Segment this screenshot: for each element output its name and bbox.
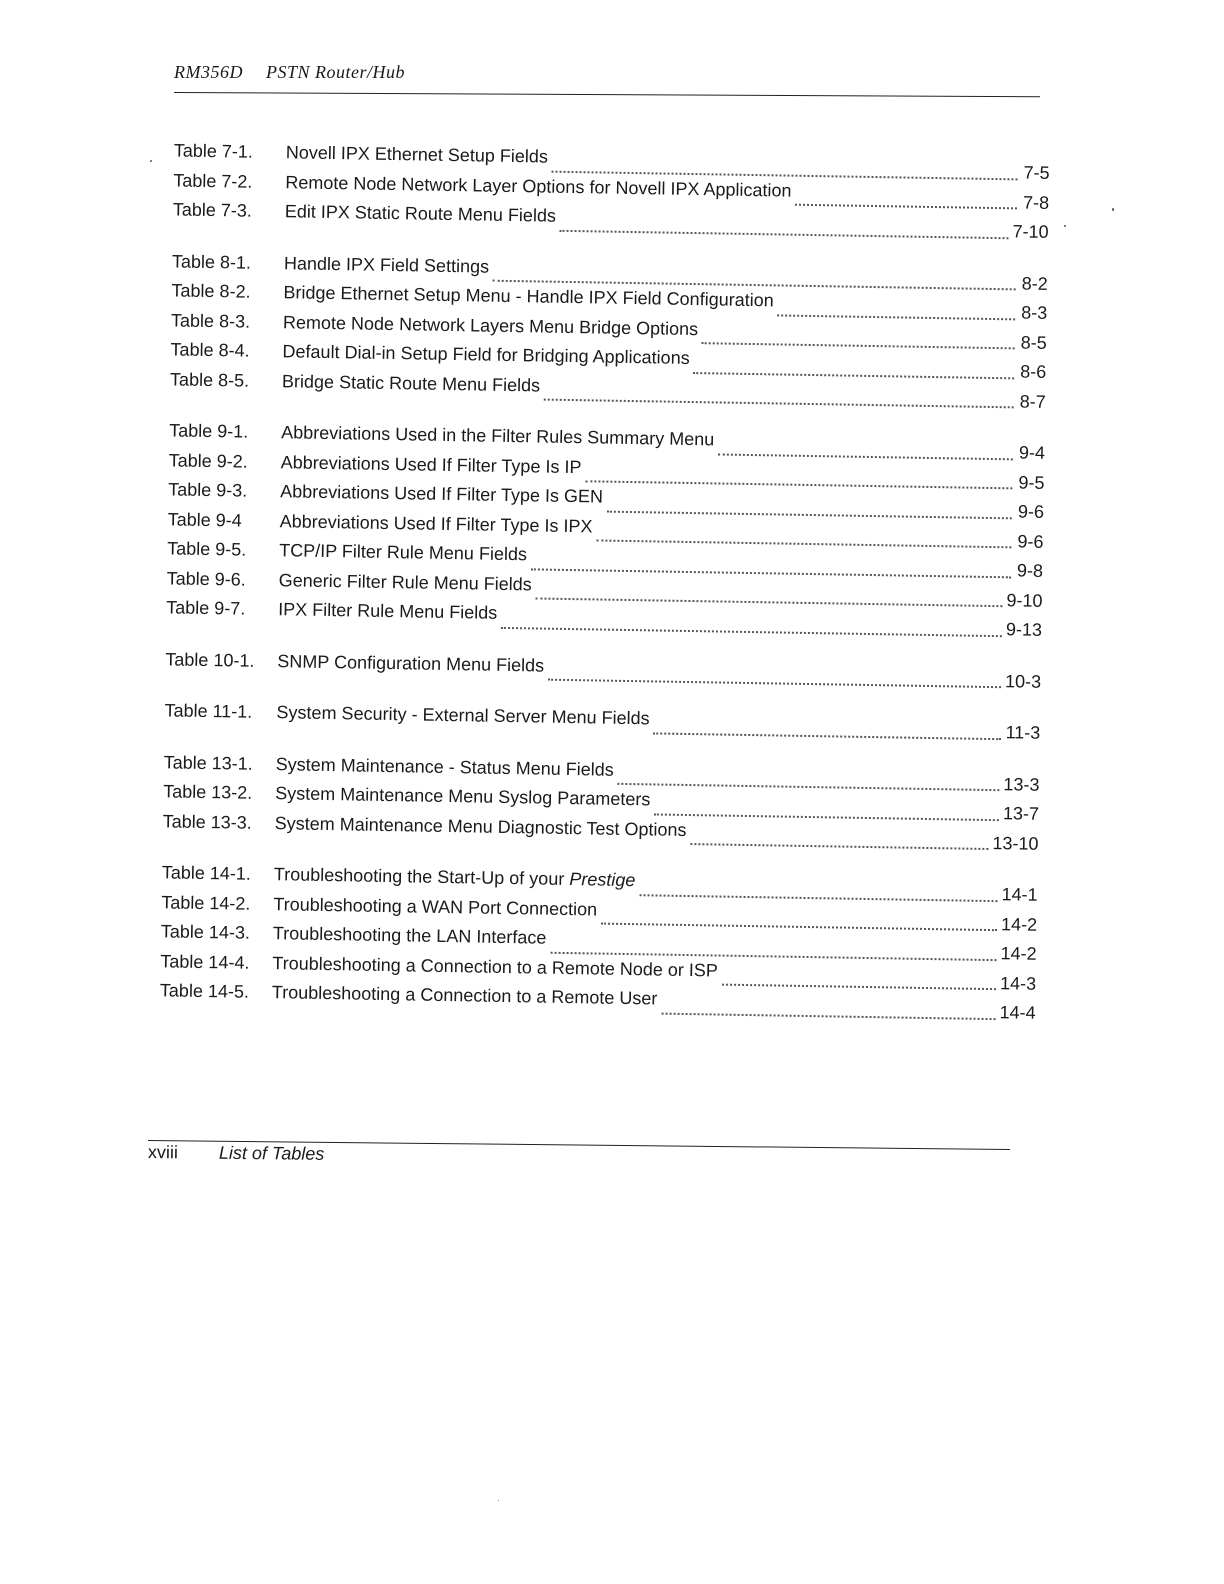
table-number: Table 8-5. <box>169 368 250 391</box>
table-title-text: TCP/IP Filter Rule Menu Fields <box>279 540 528 565</box>
page-number: 7-10 <box>1012 221 1049 242</box>
dot-leader <box>777 300 1015 320</box>
toc-entry[interactable] <box>141 648 1041 692</box>
table-title-text: System Maintenance Menu Syslog Parameters <box>275 783 651 810</box>
list-of-tables <box>135 140 1050 1046</box>
table-title <box>277 651 544 676</box>
page-number: 14-3 <box>999 972 1037 994</box>
header-product: PSTN Router/Hub <box>266 62 406 82</box>
table-number: Table 14-3. <box>160 921 251 943</box>
table-number: Table 10-1. <box>165 648 255 671</box>
page-number: 8-6 <box>1020 361 1047 382</box>
toc-group <box>138 751 1039 854</box>
table-number: Table 7-3. <box>172 199 253 221</box>
table-title-text: System Maintenance Menu Diagnostic Test Options <box>274 812 687 840</box>
page-number: 8-3 <box>1021 302 1048 323</box>
table-title-text: Abbreviations Used If Filter Type Is IP <box>280 451 582 477</box>
table-number: Table 8-2. <box>171 280 251 302</box>
table-title-text: SNMP Configuration Menu Fields <box>277 650 545 676</box>
page-number: 9-4 <box>1018 442 1046 463</box>
table-title-text: System Security - External Server Menu Fields <box>276 702 650 729</box>
page-number: 13-3 <box>1003 773 1040 795</box>
page-number: 14-4 <box>999 1002 1036 1023</box>
table-number: Table 14-4. <box>160 950 250 973</box>
dot-leader <box>501 613 1002 637</box>
dot-leader <box>661 998 996 1020</box>
dot-leader <box>722 970 997 991</box>
table-title-text: Generic Filter Rule Menu Fields <box>278 569 532 594</box>
table-number: Table 8-1. <box>171 250 252 273</box>
dot-leader <box>607 496 1012 519</box>
page-number: 7-5 <box>1023 162 1050 183</box>
table-number: Table 9-4 <box>167 508 242 531</box>
dot-leader <box>654 799 999 821</box>
table-title <box>286 142 548 167</box>
table-title-text: Troubleshooting the LAN Interface <box>272 923 547 948</box>
table-number: Table 8-4. <box>170 339 250 361</box>
page-number: 10-3 <box>1004 670 1042 692</box>
table-title <box>281 452 582 478</box>
running-header <box>174 62 405 83</box>
page-number: 8-5 <box>1020 331 1047 353</box>
table-title <box>274 864 636 891</box>
table-title-text: Troubleshooting a Connection to a Remote Node or ISP <box>272 952 719 981</box>
toc-group <box>140 700 1040 744</box>
table-title <box>279 540 527 565</box>
table-number: Table 13-3. <box>162 810 252 833</box>
table-number: Table 13-2. <box>163 781 253 803</box>
table-title <box>282 371 540 396</box>
page-number: 11-3 <box>1005 722 1041 743</box>
toc-group <box>146 250 1048 412</box>
header-rule <box>174 92 1040 97</box>
toc-group <box>149 140 1050 243</box>
dot-leader <box>702 328 1015 349</box>
table-number: Table 14-2. <box>161 891 251 914</box>
header-model: RM356D <box>174 62 243 82</box>
table-number: Table 14-1. <box>161 862 252 884</box>
page-number: 14-2 <box>1000 913 1038 935</box>
page-number: 9-10 <box>1006 589 1043 611</box>
table-number: Table 11-1. <box>164 700 253 722</box>
table-title-text: Default Dial-in Setup Field for Bridging Applications <box>282 341 690 368</box>
scan-speck <box>1112 208 1114 211</box>
table-title <box>273 923 547 949</box>
table-title-text: Remote Node Network Layer Options for Novell IPX Application <box>285 171 792 201</box>
table-title <box>280 511 593 537</box>
table-title-text: Remote Node Network Layers Menu Bridge Options <box>282 311 699 339</box>
page-number: 14-2 <box>1000 943 1037 964</box>
page-number: 9-6 <box>1017 501 1045 522</box>
dot-leader <box>690 829 988 850</box>
dot-leader <box>544 385 1014 409</box>
running-footer <box>148 1142 325 1165</box>
table-title <box>276 702 649 729</box>
table-number: Table 7-2. <box>173 169 253 192</box>
dot-leader <box>618 769 1000 791</box>
table-title <box>284 253 489 277</box>
page-number: 9-8 <box>1016 560 1044 581</box>
table-title-text: Troubleshooting a WAN Port Connection <box>273 893 598 920</box>
dot-leader <box>639 880 998 902</box>
table-title <box>280 481 603 507</box>
page-number: 9-5 <box>1018 471 1045 493</box>
toc-group <box>136 862 1038 1024</box>
table-title-text: Novell IPX Ethernet Setup Fields <box>285 142 549 167</box>
page-number: 8-2 <box>1021 272 1048 294</box>
scan-speck <box>498 1500 499 1501</box>
table-number: Table 9-3. <box>168 479 248 501</box>
toc-group <box>142 420 1045 641</box>
table-title-text: Troubleshooting the Start-Up of your <box>273 864 570 890</box>
page-number: 9-6 <box>1017 530 1044 552</box>
dot-leader <box>693 358 1014 379</box>
table-title-text: Abbreviations Used in the Filter Rules Summary Menu <box>281 422 715 450</box>
table-title <box>279 570 532 595</box>
table-number: Table 9-2. <box>168 449 248 472</box>
dot-leader <box>560 216 1009 239</box>
dot-leader <box>601 909 997 932</box>
footer-page-number: xviii <box>147 1142 178 1163</box>
footer-section-label: List of Tables <box>218 1142 325 1164</box>
table-number: Table 14-5. <box>159 980 250 1002</box>
page-number: 7-8 <box>1022 191 1050 213</box>
table-title-emphasis: Prestige <box>569 869 636 891</box>
dot-leader <box>718 439 1013 460</box>
table-number: Table 8-3. <box>170 309 251 332</box>
table-title-text: System Maintenance - Status Menu Fields <box>275 753 614 780</box>
table-title-text: Bridge Static Route Menu Fields <box>281 370 541 396</box>
table-title-text: IPX Filter Rule Menu Fields <box>278 599 498 623</box>
table-title <box>278 599 497 624</box>
dot-leader <box>548 665 1001 689</box>
table-number: Table 9-7. <box>166 597 246 619</box>
page-number: 13-10 <box>992 832 1039 854</box>
page-number: 9-13 <box>1005 619 1043 640</box>
table-number: Table 9-1. <box>169 420 249 442</box>
table-title-text: Troubleshooting a Connection to a Remote User <box>271 982 658 1009</box>
dot-leader <box>596 526 1011 549</box>
table-title <box>285 201 556 226</box>
table-title <box>275 754 613 781</box>
table-title <box>273 894 597 920</box>
scan-speck <box>150 160 152 162</box>
scan-speck <box>1064 225 1066 227</box>
table-number: Table 9-5. <box>167 538 247 560</box>
page-number: 14-1 <box>1001 884 1038 905</box>
table-title-text: Abbreviations Used If Filter Type Is IPX <box>279 510 593 536</box>
page-number: 8-7 <box>1019 390 1046 412</box>
table-title-text: Edit IPX Static Route Menu Fields <box>284 201 557 226</box>
table-number: Table 7-1. <box>173 140 254 162</box>
dot-leader <box>795 190 1017 210</box>
toc-entry[interactable] <box>140 700 1040 744</box>
toc-group <box>141 648 1041 692</box>
page-number: 13-7 <box>1002 803 1040 824</box>
table-number: Table 13-1. <box>163 751 253 774</box>
table-title-text: Abbreviations Used If Filter Type Is GEN <box>280 481 604 507</box>
table-title-text: Handle IPX Field Settings <box>283 252 490 277</box>
table-number: Table 9-6. <box>166 567 246 590</box>
table-title <box>281 422 714 450</box>
dot-leader <box>585 467 1012 490</box>
table-title-text: Bridge Ethernet Setup Menu - Handle IPX Field Configuration <box>283 282 774 311</box>
dot-leader <box>653 718 1001 740</box>
